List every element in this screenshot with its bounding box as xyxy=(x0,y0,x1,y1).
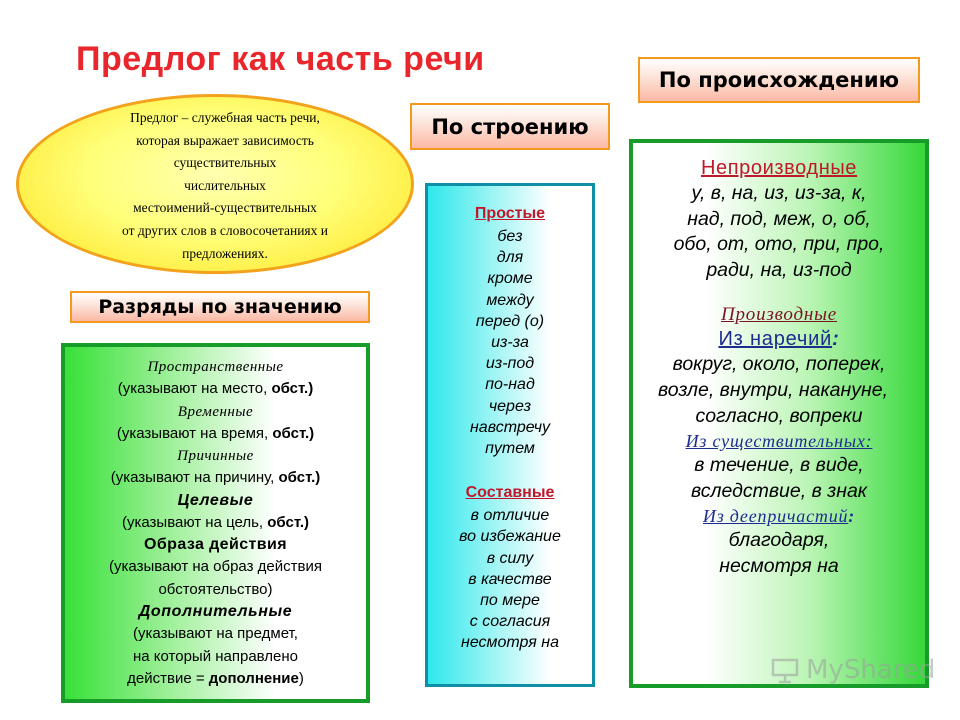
structure-label: По строению xyxy=(410,103,610,150)
origin-panel xyxy=(629,139,929,688)
from-adverbs-heading-row: Из наречий: xyxy=(718,328,840,351)
list-item: обо, от, ото, при, про, xyxy=(673,233,885,256)
list-item: кроме xyxy=(487,270,533,288)
list-item: вследствие, в знак xyxy=(690,479,868,502)
structure-list xyxy=(428,202,592,654)
spatial-desc: (указывают на место, обст.) xyxy=(117,380,314,397)
list-item: несмотря на xyxy=(461,634,559,652)
from-nouns-heading: Из существительных: xyxy=(685,431,873,452)
page-title: Предлог как часть речи xyxy=(76,40,485,78)
causal-tag: обст.) xyxy=(278,469,321,486)
object-tag: дополнение xyxy=(208,670,299,687)
list-item: перед (о) xyxy=(475,312,545,330)
list-item: навстречу xyxy=(469,418,551,436)
temporal-heading: Временные xyxy=(177,403,254,420)
spatial-heading: Пространственные xyxy=(147,359,284,375)
target-tag: обст.) xyxy=(267,513,310,531)
object-desc-3: действие = дополнение) xyxy=(127,670,304,687)
object-desc-1: (указывают на предмет, xyxy=(133,625,298,642)
list-item: в отличие xyxy=(470,507,550,525)
causal-heading: Причинные xyxy=(177,448,254,464)
temporal-desc: (указывают на время, обст.) xyxy=(116,424,315,442)
presentation-icon xyxy=(770,655,800,685)
target-heading: Целевые xyxy=(177,491,254,509)
list-item: для xyxy=(496,249,524,267)
origin-list xyxy=(633,155,925,580)
structure-panel xyxy=(425,183,595,687)
from-participles-heading: Из деепричастий xyxy=(702,506,849,527)
list-item: по-над xyxy=(485,376,535,394)
causal-desc: (указывают на причину, обст.) xyxy=(110,469,321,486)
list-item: возле, внутри, накануне, xyxy=(657,378,888,401)
origin-label: По происхождению xyxy=(638,57,920,103)
object-heading: Дополнительные xyxy=(138,603,293,620)
list-item: благодаря, xyxy=(728,529,830,552)
list-item: между xyxy=(486,291,534,309)
temporal-tag: обст.) xyxy=(272,424,315,442)
list-item: через xyxy=(488,397,532,415)
list-item: несмотря на xyxy=(719,554,839,577)
list-item: из-за xyxy=(491,334,529,352)
spatial-tag: обст.) xyxy=(271,380,314,397)
compound-heading: Составные xyxy=(465,484,555,502)
from-adverbs-heading: Из наречий xyxy=(718,328,833,351)
list-item: согласно, вопреки xyxy=(695,404,863,427)
simple-heading: Простые xyxy=(474,205,546,222)
list-item: из-под xyxy=(485,355,535,373)
manner-heading: Образа действия xyxy=(144,536,287,553)
manner-desc-2: обстоятельство) xyxy=(158,580,273,598)
list-item: над, под, меж, о, об, xyxy=(687,207,871,230)
target-desc: (указывают на цель, обст.) xyxy=(121,513,310,531)
watermark-text: MyShared xyxy=(806,655,936,685)
object-desc-2: на который направлено xyxy=(132,647,299,665)
list-item: по мере xyxy=(480,592,540,610)
from-participles-heading-row: Из деепричастий: xyxy=(702,506,856,527)
meaning-list xyxy=(65,356,366,691)
list-item: ради, на, из-под xyxy=(706,258,852,281)
list-item: у, в, на, из, из-за, к, xyxy=(691,182,867,204)
nonderived-heading: Непроизводные xyxy=(700,157,858,179)
list-item: в качестве xyxy=(468,570,552,588)
list-item: в силу xyxy=(486,549,534,567)
list-item: с согласия xyxy=(469,613,551,631)
list-item: без xyxy=(497,228,523,245)
list-item: вокруг, около, поперек, xyxy=(672,353,886,376)
meaning-label: Разряды по значению xyxy=(70,291,370,323)
list-item: во избежание xyxy=(459,528,561,546)
list-item: в течение, в виде, xyxy=(694,454,864,477)
manner-desc-1: (указывают на образ действия xyxy=(109,558,322,575)
watermark xyxy=(770,655,935,685)
meaning-panel xyxy=(61,343,370,703)
definition-text: Предлог – служебная часть речи, которая выражает зависимость существительных числительных местоимений-существительных от других слов в словосочетаниях и предложениях. xyxy=(122,110,328,261)
derived-heading: Производные xyxy=(720,304,838,326)
list-item: путем xyxy=(485,440,535,458)
